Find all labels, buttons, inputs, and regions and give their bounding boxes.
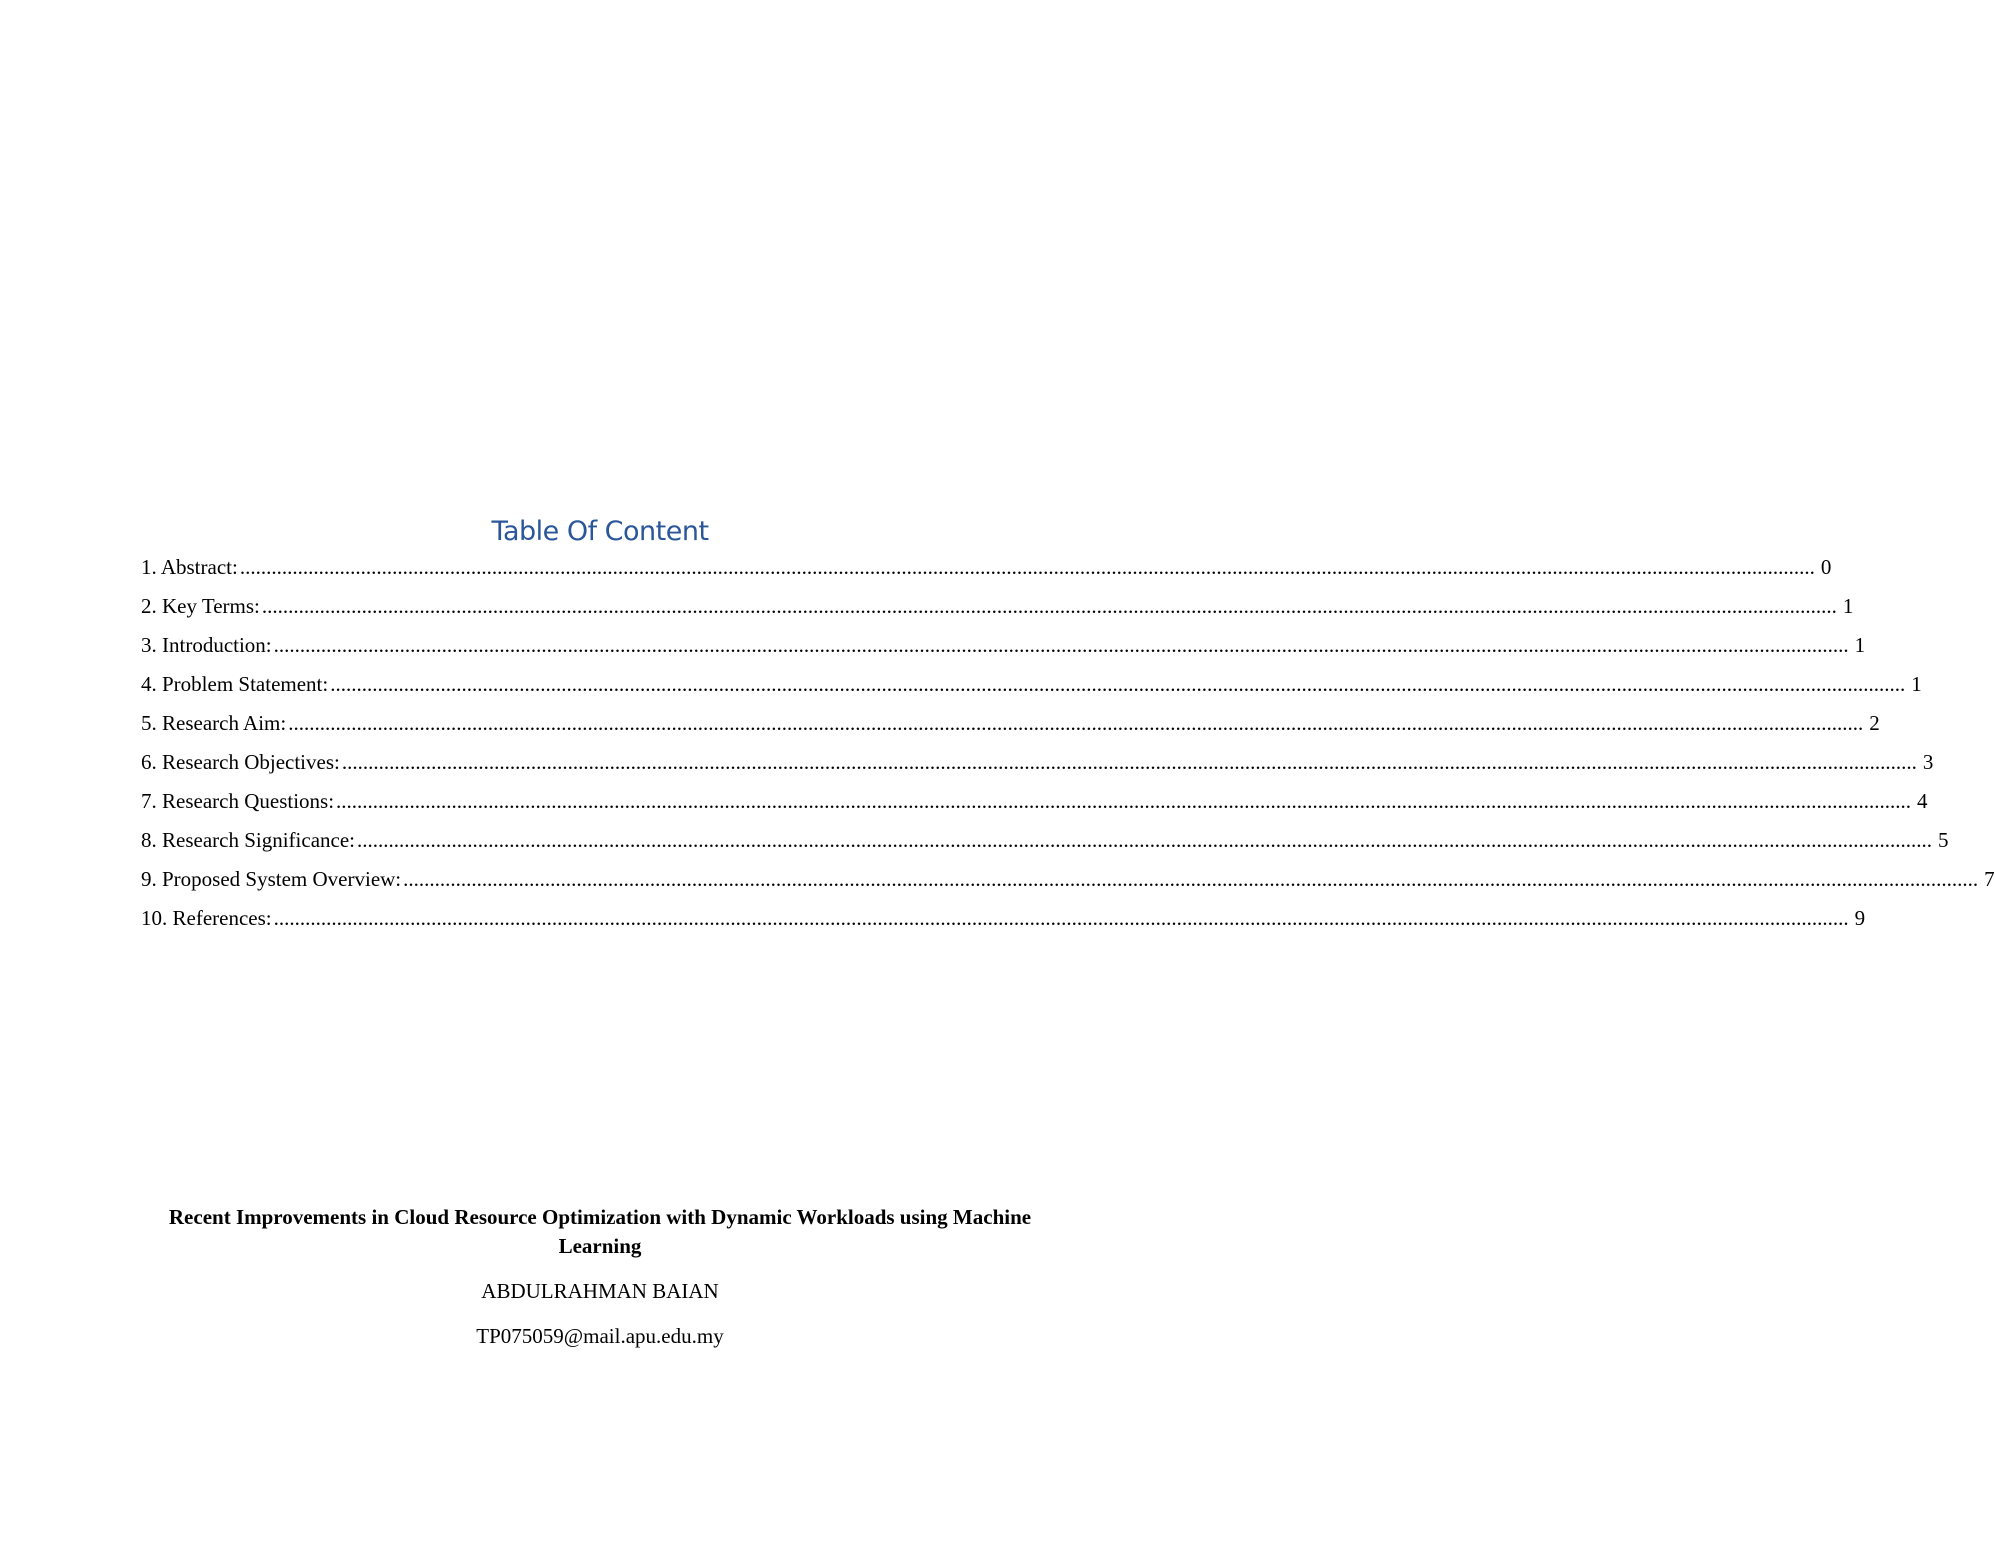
- toc-entry-page: 0: [1820, 555, 1832, 579]
- toc-entry-page: 1: [1854, 633, 1866, 657]
- toc-dot-leader: ............................................................................................................................................................................................................................................................................................................: [239, 555, 1815, 579]
- toc-entry-label: 10. References:: [141, 906, 272, 930]
- toc-dot-leader: ............................................................................................................................................................................................................................................................................................................: [336, 789, 1912, 813]
- toc-entry-proposed-system-overview[interactable]: [141, 860, 1995, 899]
- toc-entry-label: 6. Research Objectives:: [141, 750, 340, 774]
- toc-entry-research-questions[interactable]: [141, 782, 1928, 821]
- toc-entry-label: 5. Research Aim:: [141, 711, 287, 735]
- toc-entry-label: 9. Proposed System Overview:: [141, 867, 402, 891]
- toc-entry-page: 4: [1917, 789, 1928, 813]
- toc-entry-page: 7: [1984, 867, 1995, 891]
- toc-dot-leader: ............................................................................................................................................................................................................................................................................................................: [288, 711, 1864, 735]
- toc-entry-problem-statement[interactable]: [141, 665, 1922, 704]
- toc-dot-leader: ............................................................................................................................................................................................................................................................................................................: [341, 750, 1917, 774]
- toc-entry-key-terms[interactable]: [141, 587, 1854, 626]
- title-block: [0, 1203, 1200, 1351]
- paper-title: Recent Improvements in Cloud Resource Optimization with Dynamic Workloads using Machine Learning: [168, 1205, 1032, 1258]
- toc-heading: Table Of Content: [491, 516, 709, 547]
- author-email: TP075059@mail.apu.edu.my: [476, 1324, 724, 1348]
- toc-entry-references[interactable]: [141, 899, 1866, 938]
- toc-entry-research-aim[interactable]: [141, 704, 1880, 743]
- toc-entry-page: 9: [1854, 906, 1866, 930]
- toc-dot-leader: ............................................................................................................................................................................................................................................................................................................: [273, 906, 1849, 930]
- toc-entry-abstract[interactable]: [141, 548, 1832, 587]
- toc-entry-page: 1: [1911, 672, 1922, 696]
- toc-entry-introduction[interactable]: [141, 626, 1866, 665]
- toc-entry-page: 5: [1938, 828, 1949, 852]
- toc-dot-leader: ............................................................................................................................................................................................................................................................................................................: [273, 633, 1849, 657]
- toc-entry-page: 2: [1869, 711, 1880, 735]
- toc-entry-label: 7. Research Questions:: [141, 789, 335, 813]
- toc-entry-label: 3. Introduction:: [141, 633, 272, 657]
- toc-entry-research-objectives[interactable]: [141, 743, 1934, 782]
- toc-dot-leader: ............................................................................................................................................................................................................................................................................................................: [330, 672, 1906, 696]
- author-name: ABDULRAHMAN BAIAN: [481, 1279, 719, 1303]
- toc-entry-research-significance[interactable]: [141, 821, 1949, 860]
- toc-entry-label: 2. Key Terms:: [141, 594, 260, 618]
- toc-dot-leader: ............................................................................................................................................................................................................................................................................................................: [403, 867, 1979, 891]
- toc-entry-label: 8. Research Significance:: [141, 828, 355, 852]
- toc-dot-leader: ............................................................................................................................................................................................................................................................................................................: [357, 828, 1932, 852]
- toc-entry-page: 1: [1842, 594, 1854, 618]
- toc-entry-label: 4. Problem Statement:: [141, 672, 329, 696]
- toc-entry-page: 3: [1922, 750, 1934, 774]
- toc-dot-leader: ............................................................................................................................................................................................................................................................................................................: [261, 594, 1837, 618]
- toc-list: [141, 548, 1995, 938]
- toc-entry-label: 1. Abstract:: [141, 555, 238, 579]
